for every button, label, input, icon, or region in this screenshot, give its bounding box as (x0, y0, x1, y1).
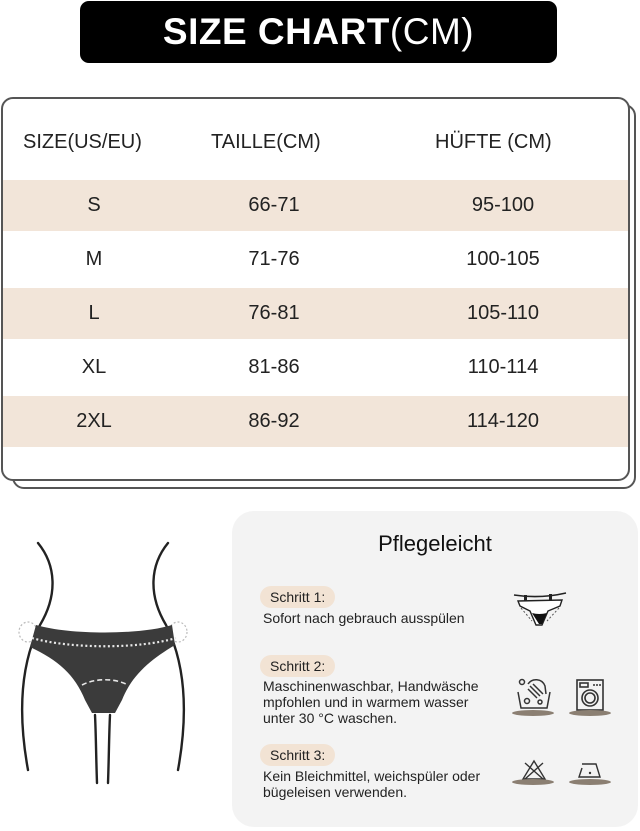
step-3-text-line: Kein Bleichmittel, weichspüler oder (263, 768, 481, 784)
table-row (3, 396, 629, 447)
cell-huefte: 100-105 (466, 248, 540, 270)
cell-huefte: 110-114 (467, 356, 539, 378)
icon-shadow (569, 710, 611, 716)
cell-size: 2XL (76, 410, 112, 432)
step-3-text-line: bügeleisen verwenden. (263, 784, 407, 800)
step-3-badge: Schritt 3: (260, 744, 335, 766)
cell-size: M (85, 248, 103, 270)
step-2-text-line: mpfohlen und in warmem wasser (263, 694, 469, 710)
size-table (1, 97, 630, 481)
cell-taille: 81-86 (248, 356, 300, 378)
table-row (3, 288, 629, 339)
icon-shadow (569, 779, 611, 785)
table-row (3, 234, 629, 285)
title-unit: (CM) (389, 11, 475, 52)
step-1-text: Sofort nach gebrauch ausspülen (263, 610, 465, 626)
care-title: Pflegeleicht (378, 531, 492, 556)
table-header-row (3, 117, 629, 168)
table-row (3, 342, 629, 393)
cell-size: XL (81, 356, 107, 378)
title-main: SIZE CHART (162, 11, 390, 52)
cell-taille: 71-76 (248, 248, 300, 270)
cell-taille: 86-92 (248, 410, 300, 432)
cell-taille: 66-71 (248, 194, 300, 216)
step-2-text (263, 678, 503, 726)
column-header-huefte: HÜFTE (CM) (435, 131, 552, 153)
body-outline-icon (10, 535, 210, 795)
table-row (3, 180, 629, 231)
cell-size: L (88, 302, 100, 324)
step-2-badge: Schritt 2: (260, 655, 335, 677)
body-measurement-illustration (10, 535, 210, 795)
step-2-text-line: unter 30 °C waschen. (263, 710, 398, 726)
care-instructions-card (232, 511, 638, 827)
cell-huefte: 114-120 (467, 410, 539, 432)
cell-taille: 76-81 (248, 302, 300, 324)
size-chart-title (80, 1, 557, 63)
cell-huefte: 95-100 (471, 194, 535, 216)
cell-size: S (87, 194, 101, 216)
icon-shadow (512, 779, 554, 785)
step-2-text-line: Maschinenwaschbar, Handwäsche (263, 678, 479, 694)
icon-shadow (512, 710, 554, 716)
step-3-text (263, 768, 503, 800)
cell-huefte: 105-110 (467, 302, 539, 324)
column-header-taille: TAILLE(CM) (211, 131, 321, 153)
underwear-on-line-icon (512, 591, 568, 634)
column-header-size: SIZE(US/EU) (23, 131, 142, 153)
step-1-badge: Schritt 1: (260, 586, 335, 608)
